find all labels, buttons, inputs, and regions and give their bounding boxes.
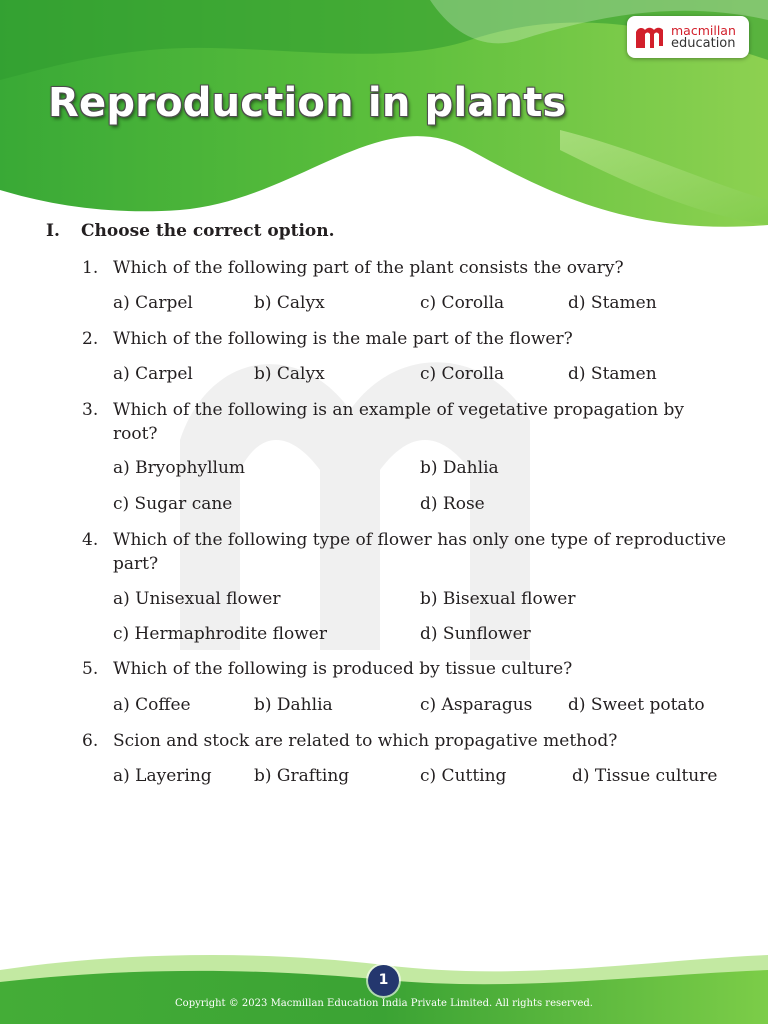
question-text: Which of the following is the male part of the flower? [113, 329, 573, 349]
option-c: c) Hermaphrodite flower [113, 624, 327, 644]
option-c: c) Asparagus [420, 695, 533, 715]
option-b: b) Dahlia [254, 695, 333, 715]
option-a: a) Coffee [113, 695, 191, 715]
question-text: Which of the following type of flower has only one type of reproductive part? [113, 530, 727, 574]
option-d: d) Rose [420, 494, 485, 514]
option-b: b) Dahlia [420, 458, 499, 478]
section-heading-text: Choose the correct option. [81, 221, 335, 241]
option-d: d) Stamen [568, 293, 657, 313]
option-b: b) Bisexual flower [420, 589, 576, 609]
question-number: 5. [82, 659, 99, 679]
question-4 [82, 528, 728, 576]
question-number: 1. [82, 258, 99, 278]
copyright-text: Copyright © 2023 Macmillan Education India Private Limited. All rights reserved. [175, 998, 593, 1009]
page-number-badge: 1 [368, 965, 399, 996]
question-6 [82, 729, 725, 753]
question-text: Which of the following is produced by tissue culture? [113, 659, 573, 679]
section-heading [46, 221, 335, 241]
question-text: Which of the following is an example of vegetative propagation by root? [113, 400, 684, 444]
option-b: b) Calyx [254, 364, 325, 384]
option-a: a) Carpel [113, 364, 193, 384]
option-a: a) Carpel [113, 293, 193, 313]
question-text: Scion and stock are related to which propagative method? [113, 731, 618, 751]
question-number: 6. [82, 731, 99, 751]
question-text: Which of the following part of the plant consists the ovary? [113, 258, 624, 278]
option-c: c) Cutting [420, 766, 507, 786]
question-number: 4. [82, 530, 99, 550]
option-c: c) Sugar cane [113, 494, 233, 514]
page-title: Reproduction in plants [48, 80, 567, 126]
option-c: c) Corolla [420, 293, 505, 313]
question-number: 3. [82, 400, 99, 420]
option-b: b) Calyx [254, 293, 325, 313]
macmillan-logo [627, 16, 749, 58]
question-1 [82, 256, 725, 280]
question-2 [82, 327, 725, 351]
section-number: I. [46, 221, 60, 241]
option-a: a) Layering [113, 766, 212, 786]
question-5 [82, 657, 725, 681]
option-d: d) Tissue culture [572, 766, 718, 786]
logo-line2: education [671, 36, 736, 51]
option-a: a) Bryophyllum [113, 458, 246, 478]
option-d: d) Sweet potato [568, 695, 705, 715]
option-d: d) Sunflower [420, 624, 531, 644]
logo-line1: macmillan [671, 23, 736, 38]
macmillan-logo-icon [635, 24, 667, 50]
option-c: c) Corolla [420, 364, 505, 384]
question-number: 2. [82, 329, 99, 349]
question-3 [82, 398, 703, 446]
option-b: b) Grafting [254, 766, 350, 786]
option-d: d) Stamen [568, 364, 657, 384]
option-a: a) Unisexual flower [113, 589, 281, 609]
